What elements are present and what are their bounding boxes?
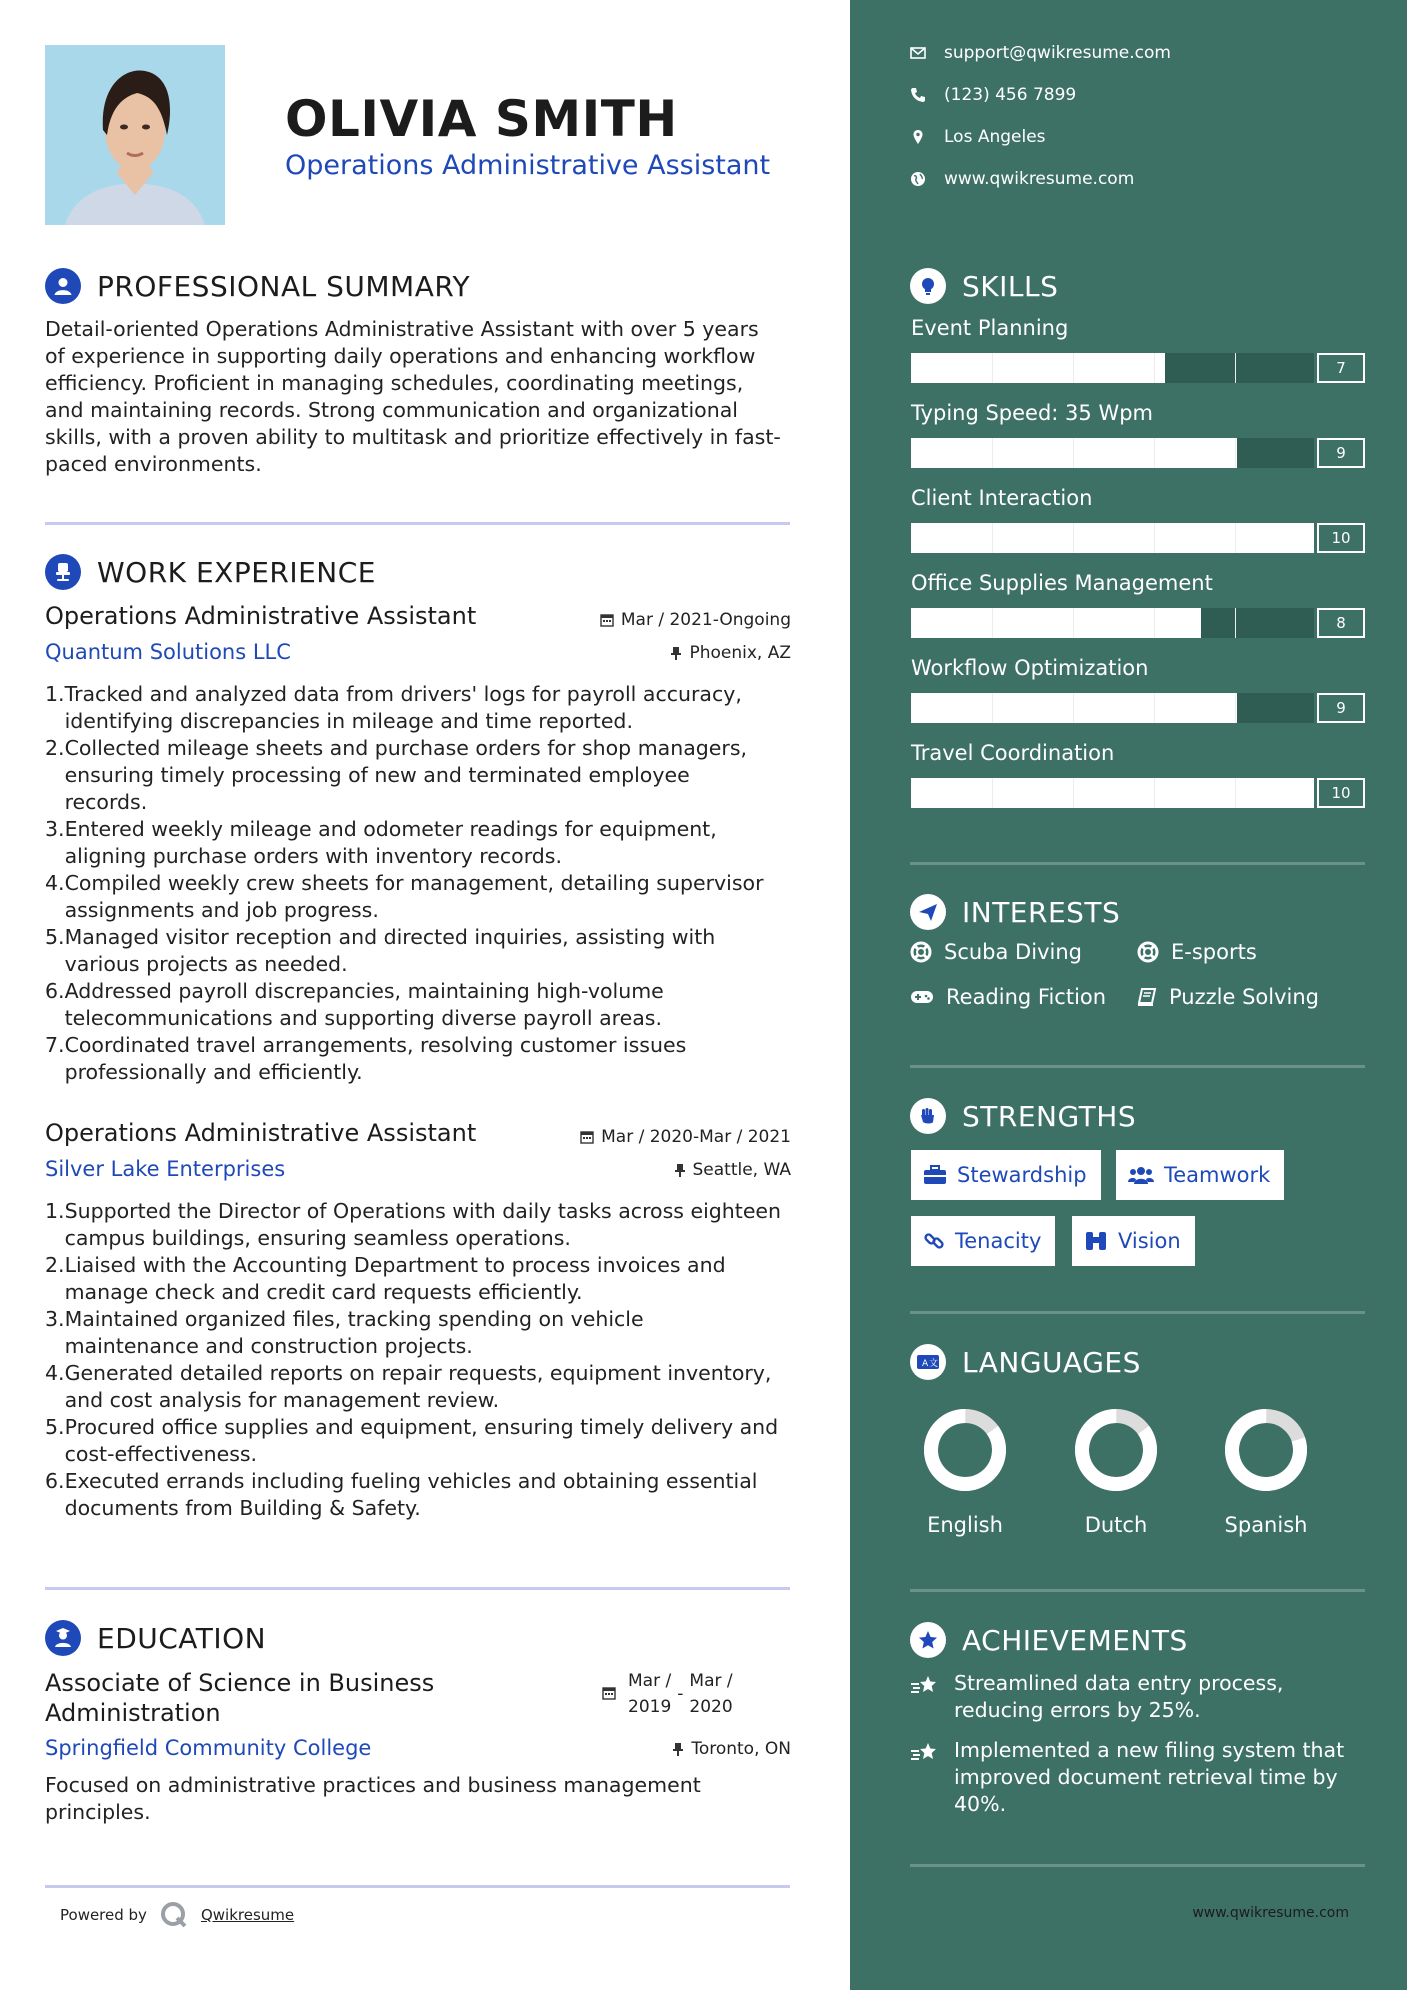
strengths-heading <box>910 1098 1136 1134</box>
languages-title: LANGUAGES <box>962 1345 1141 1379</box>
education-title: EDUCATION <box>97 1621 267 1655</box>
job-title: Operations Administrative Assistant <box>45 1119 477 1147</box>
section-divider <box>910 862 1365 865</box>
calendar-icon <box>600 613 614 627</box>
language-donut <box>920 1405 1010 1495</box>
list-item: 1. Supported the Director of Operations with daily tasks across eighteen campus buildings, ensuring seamless operations. <box>45 1199 782 1250</box>
job-location: Seattle, WA <box>674 1160 792 1180</box>
school-name: Springfield Community College <box>45 1736 372 1760</box>
interests-heading <box>910 894 1120 930</box>
language-item <box>1211 1405 1321 1537</box>
section-divider <box>45 1885 790 1888</box>
language-donut-fill <box>1071 1405 1161 1495</box>
company-name: Silver Lake Enterprises <box>45 1157 286 1181</box>
achievements-title: ACHIEVEMENTS <box>962 1623 1188 1657</box>
skill-bar-segment <box>1154 438 1155 468</box>
summary-text: Detail-oriented Operations Administrative Assistant with over 5 years of experience in supporting daily operations and enhancing workflow efficiency. Proficient in managing schedules, coordinating meetings, and maintaining records. Strong communication and organizational skills, with a proven ability to multitask and prioritize effectively in fast- paced environments. <box>45 317 781 476</box>
section-divider <box>910 1065 1365 1068</box>
section-divider <box>910 1864 1365 1867</box>
skill-bar-segment <box>1235 353 1236 383</box>
language-donut-fill <box>1223 1407 1309 1493</box>
gamepad-icon <box>910 988 934 1006</box>
skill-bar <box>911 353 1314 383</box>
job-responsibilities <box>45 1198 800 1522</box>
pin-icon <box>672 1742 684 1756</box>
powered-by: Powered by Qwikresume <box>60 1900 294 1930</box>
interest-item: Reading Fiction <box>910 985 1106 1009</box>
sidebar <box>850 0 1407 1990</box>
map-pin-icon <box>910 129 926 145</box>
education-location: Toronto, ON <box>672 1739 791 1759</box>
skill-bar-segment <box>1154 693 1155 723</box>
skill-bar-segment <box>1235 778 1236 808</box>
skill-bar-segment <box>1073 693 1074 723</box>
skill-label: Office Supplies Management <box>911 571 1213 595</box>
skills-heading <box>910 268 1058 304</box>
interest-item: Puzzle Solving <box>1137 985 1319 1009</box>
svg-text:文: 文 <box>929 1359 939 1369</box>
skill-bar <box>911 523 1314 553</box>
users-icon <box>1128 1165 1154 1185</box>
skill-bar-segment <box>1073 353 1074 383</box>
skill-bar <box>911 778 1314 808</box>
skill-bar-segment <box>1235 693 1236 723</box>
skill-bar-segment <box>992 438 993 468</box>
skill-level: 10 <box>1317 778 1365 808</box>
summary-heading <box>45 268 470 304</box>
contact-website[interactable]: www.qwikresume.com <box>910 169 1134 189</box>
skill-bar-fill <box>911 608 1201 638</box>
skill-label: Workflow Optimization <box>911 656 1149 680</box>
experience-title: WORK EXPERIENCE <box>97 555 376 589</box>
education-date: Mar / 2019 - Mar / 2020 <box>602 1668 733 1720</box>
achievement-item: Implemented a new filing system that improved document retrieval time by 40%. <box>910 1737 1370 1818</box>
briefcase-icon <box>923 1165 947 1185</box>
skill-level: 9 <box>1317 693 1365 723</box>
skill-bar-segment <box>1073 438 1074 468</box>
job-date: Mar / 2020-Mar / 2021 <box>580 1127 791 1147</box>
language-label: Spanish <box>1224 1513 1308 1537</box>
skill-bar-segment <box>992 608 993 638</box>
job-title: Operations Administrative Assistant <box>45 602 477 630</box>
list-item: 6. Executed errands including fueling vehicles and obtaining essential documents from Building & Safety. <box>45 1469 758 1520</box>
language-item <box>1061 1405 1171 1537</box>
skill-bar-fill <box>911 778 1314 808</box>
list-item: 6. Addressed payroll discrepancies, maintaining high-volume telecommunications and supporting diverse payroll areas. <box>45 979 664 1030</box>
language-donut <box>1071 1405 1161 1495</box>
strengths-title: STRENGTHS <box>962 1099 1137 1133</box>
contact-location: Los Angeles <box>910 127 1046 147</box>
skill-label: Event Planning <box>911 316 1069 340</box>
office-chair-icon <box>45 554 81 590</box>
envelope-icon <box>910 47 926 59</box>
education-heading <box>45 1620 266 1656</box>
qwikresume-link[interactable]: Qwikresume <box>200 1906 295 1924</box>
contact-phone[interactable]: (123) 456 7899 <box>910 85 1076 105</box>
life-ring-icon <box>1137 941 1159 963</box>
skill-bar-fill <box>911 523 1314 553</box>
job-date: Mar / 2021-Ongoing <box>600 610 791 630</box>
languages-heading <box>910 1344 1141 1380</box>
fist-icon <box>910 1098 946 1134</box>
education-description: Focused on administrative practices and business management principles. <box>45 1773 701 1824</box>
list-item: 7. Coordinated travel arrangements, resolving customer issues professionally and efficiently. <box>45 1033 687 1084</box>
binoculars-icon <box>1084 1230 1108 1252</box>
calendar-icon <box>602 1686 616 1700</box>
pin-icon <box>674 1163 686 1177</box>
lightbulb-icon <box>910 268 946 304</box>
list-item: 3. Maintained organized files, tracking spending on vehicle maintenance and construction projects. <box>45 1307 644 1358</box>
skill-label: Travel Coordination <box>911 741 1115 765</box>
skill-bar-fill <box>911 438 1237 468</box>
skill-bar-fill <box>911 353 1165 383</box>
skill-bar-segment <box>1154 353 1155 383</box>
skill-bar-segment <box>1235 438 1236 468</box>
skill-label: Typing Speed: 35 Wpm <box>911 401 1153 425</box>
skill-bar-segment <box>1073 523 1074 553</box>
life-ring-icon <box>910 941 932 963</box>
section-divider <box>910 1311 1365 1314</box>
skill-bar-segment <box>992 693 993 723</box>
svg-text:A: A <box>922 1359 929 1369</box>
skill-bar-segment <box>1073 778 1074 808</box>
skill-bar-segment <box>1154 608 1155 638</box>
skill-bar-segment <box>1154 778 1155 808</box>
globe-icon <box>910 171 926 187</box>
phone-icon <box>910 87 926 103</box>
skill-bar-segment <box>1073 608 1074 638</box>
experience-heading <box>45 554 376 590</box>
list-item: 2. Liaised with the Accounting Department to process invoices and manage check and credit card requests efficiently. <box>45 1253 726 1304</box>
section-divider <box>45 522 790 525</box>
skill-label: Client Interaction <box>911 486 1093 510</box>
section-divider <box>910 1589 1365 1592</box>
skill-level: 9 <box>1317 438 1365 468</box>
user-graduate-icon <box>45 1620 81 1656</box>
paper-plane-icon <box>910 894 946 930</box>
skill-bar-segment <box>992 778 993 808</box>
summary-title: PROFESSIONAL SUMMARY <box>97 269 471 303</box>
list-item: 4. Compiled weekly crew sheets for management, detailing supervisor assignments and job progress. <box>45 871 764 922</box>
strength-badge: Stewardship <box>911 1150 1101 1200</box>
list-item: 2. Collected mileage sheets and purchase orders for shop managers, ensuring timely processing of new and terminated employee records. <box>45 736 748 814</box>
company-name: Quantum Solutions LLC <box>45 640 291 664</box>
list-item: 5. Procured office supplies and equipment, ensuring timely delivery and cost-effectiveness. <box>45 1415 779 1466</box>
star-icon <box>910 1622 946 1658</box>
calendar-icon <box>580 1130 594 1144</box>
profile-photo <box>45 45 225 225</box>
strength-badge: Teamwork <box>1116 1150 1284 1200</box>
skill-level: 10 <box>1317 523 1365 553</box>
skill-bar-segment <box>1235 608 1236 638</box>
interests-title: INTERESTS <box>962 895 1121 929</box>
degree-name: Associate of Science in Business Administration <box>45 1669 435 1727</box>
language-label: Dutch <box>1084 1513 1148 1537</box>
skill-bar-fill <box>911 693 1237 723</box>
list-item: 5. Managed visitor reception and directed inquiries, assisting with various projects as needed. <box>45 925 716 976</box>
shooting-star-icon <box>910 1674 940 1698</box>
language-icon <box>910 1344 946 1380</box>
skill-level: 7 <box>1317 353 1365 383</box>
skill-bar <box>911 438 1314 468</box>
footer-website[interactable]: www.qwikresume.com <box>1192 1905 1349 1921</box>
job-location: Phoenix, AZ <box>670 643 791 663</box>
candidate-name: OLIVIA SMITH <box>285 90 678 148</box>
user-icon <box>45 268 81 304</box>
interest-item: E-sports <box>1137 940 1257 964</box>
skills-title: SKILLS <box>962 269 1059 303</box>
list-item: 1. Tracked and analyzed data from drivers' logs for payroll accuracy, identifying discrepancies in mileage and time reported. <box>45 682 742 733</box>
achievement-item: Streamlined data entry process, reducing errors by 25%. <box>910 1670 1370 1724</box>
candidate-title: Operations Administrative Assistant <box>285 150 771 181</box>
skill-bar <box>911 693 1314 723</box>
skill-bar-segment <box>1154 523 1155 553</box>
pin-icon <box>670 646 682 660</box>
skill-level: 8 <box>1317 608 1365 638</box>
skill-bar <box>911 608 1314 638</box>
skill-bar-segment <box>992 353 993 383</box>
book-icon <box>1137 987 1157 1007</box>
language-item <box>910 1405 1020 1537</box>
job-responsibilities <box>45 681 800 1086</box>
link-icon <box>923 1230 945 1252</box>
contact-email[interactable]: support@qwikresume.com <box>910 43 1171 63</box>
list-item: 4. Generated detailed reports on repair requests, equipment inventory, and cost analysis for management review. <box>45 1361 772 1412</box>
language-donut-fill <box>920 1405 1010 1495</box>
section-divider <box>45 1587 790 1590</box>
list-item: 3. Entered weekly mileage and odometer readings for equipment, aligning purchase orders with inventory records. <box>45 817 717 868</box>
language-label: English <box>927 1513 1003 1537</box>
strength-badge: Vision <box>1072 1216 1195 1266</box>
skill-bar-segment <box>1235 523 1236 553</box>
strength-badge: Tenacity <box>911 1216 1055 1266</box>
interest-item: Scuba Diving <box>910 940 1082 964</box>
skill-bar-segment <box>992 523 993 553</box>
language-donut <box>1221 1405 1311 1495</box>
achievements-heading <box>910 1622 1188 1658</box>
shooting-star-icon <box>910 1741 940 1765</box>
qwikresume-logo-icon <box>159 1900 189 1930</box>
